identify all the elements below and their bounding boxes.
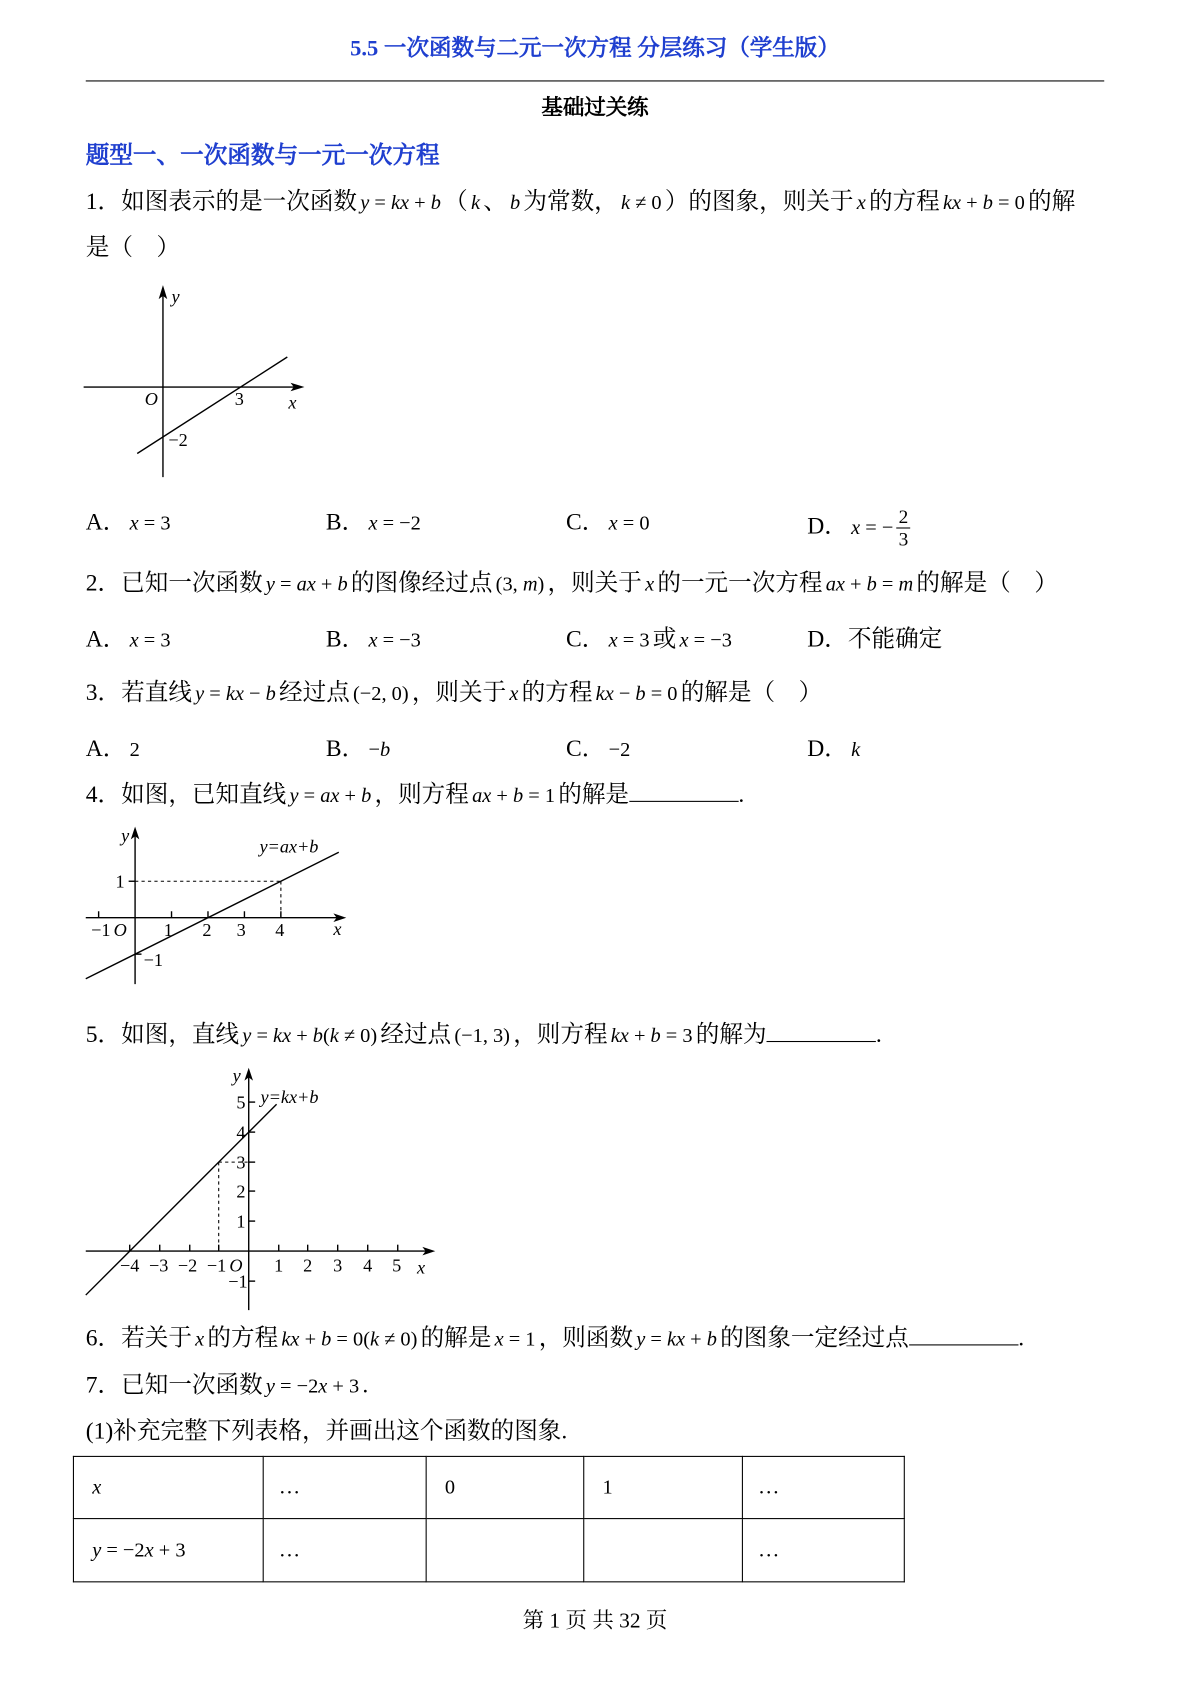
formula: (3, m) — [495, 573, 545, 597]
formula: y = kx + b — [636, 1328, 717, 1351]
formula: x — [509, 682, 519, 706]
question-text: ，则关于 — [547, 569, 642, 597]
option-d — [807, 623, 942, 655]
question-text: 、 — [483, 187, 507, 215]
question-text: 经过点 — [380, 1020, 452, 1048]
option-value: x = −2 — [368, 512, 421, 535]
y-tick-label: −1 — [228, 1271, 248, 1292]
option-label: D． — [807, 511, 848, 539]
question-text: 2．已知一次函数 — [85, 569, 263, 597]
formula: ax + b = m — [825, 573, 914, 597]
x-tick-label: 4 — [275, 919, 285, 940]
option-label: C． — [566, 508, 606, 535]
option-d — [807, 506, 910, 550]
formula: x — [195, 1328, 205, 1351]
option-label: C． — [566, 625, 606, 652]
y-axis-label: y — [171, 286, 180, 307]
page-title: 5.5 一次函数与二元一次方程 分层练习（学生版） — [350, 35, 840, 62]
fraction-numerator: 2 — [897, 506, 911, 529]
page-number: 第 1 页 共 32 页 — [522, 1609, 668, 1633]
origin-label: O — [113, 919, 127, 940]
question-text: 的图象一定经过点 — [720, 1324, 909, 1351]
x-tick-label: 1 — [274, 1255, 284, 1276]
question-text: 为常数， — [523, 187, 618, 215]
option-d — [807, 732, 863, 764]
question-stem — [86, 567, 1058, 599]
cell-value: y = −2x + 3 — [92, 1538, 186, 1562]
x-tick-label: −3 — [148, 1255, 169, 1276]
question-text: 3．若直线 — [85, 678, 192, 706]
option-a — [86, 732, 143, 764]
formula: y = kx + b(k ≠ 0) — [242, 1024, 378, 1048]
question-text: . — [738, 780, 745, 808]
question-text: 的图像经过点 — [350, 569, 493, 597]
question-text: 1．如图表示的是一次函数 — [85, 187, 358, 215]
question-text: 的解为 — [695, 1020, 767, 1048]
table-row — [73, 1456, 904, 1518]
formula: x = 1 — [494, 1328, 536, 1351]
fraction — [897, 506, 911, 550]
question-text: ，则函数 — [538, 1324, 634, 1351]
cell-value — [442, 1539, 448, 1562]
cell-value: … — [757, 1537, 780, 1562]
formula: kx + b = 0(k ≠ 0) — [281, 1328, 418, 1351]
line-label: y=ax+b — [259, 836, 319, 857]
option-c — [566, 506, 653, 538]
x-tick-label: 4 — [363, 1255, 373, 1276]
option-c — [566, 732, 633, 764]
y-tick-label: 1 — [236, 1211, 246, 1232]
table-cell — [426, 1519, 584, 1582]
table-cell — [742, 1519, 904, 1582]
option-value: x = 3 — [129, 629, 171, 652]
option-value: x = 0 — [608, 512, 650, 535]
table-cell — [73, 1519, 263, 1582]
option-label: D． — [807, 734, 848, 762]
answer-blank — [909, 1323, 1018, 1346]
x-tick-label: −4 — [120, 1255, 140, 1276]
question-stem — [86, 676, 822, 708]
x-tick-label: 5 — [392, 1255, 402, 1276]
x-tick-label: −1 — [206, 1255, 227, 1276]
question-text: 6．若关于 — [85, 1324, 192, 1351]
option-joiner: 或 — [652, 625, 677, 652]
option-a — [86, 506, 174, 538]
x-tick-label: 2 — [303, 1255, 313, 1276]
cell-value: … — [278, 1475, 301, 1499]
x-tick-label: 3 — [333, 1255, 343, 1276]
option-label: B． — [325, 734, 366, 762]
option-label: C． — [566, 734, 606, 762]
question-text: 的方程 — [207, 1324, 279, 1351]
function-line — [137, 357, 287, 453]
table-cell — [584, 1519, 743, 1582]
figure-1-graph — [75, 277, 316, 486]
section-title: 基础过关练 — [541, 96, 649, 121]
y-axis-label: y — [232, 1065, 241, 1086]
figure-5-graph — [75, 1061, 445, 1316]
question-text: 的解 — [1028, 187, 1076, 215]
option-label: A． — [85, 625, 127, 652]
x-tick-label: 2 — [202, 919, 212, 940]
option-text: 不能确定 — [847, 625, 943, 652]
figure-4-graph — [75, 820, 356, 992]
answer-blank — [629, 779, 738, 802]
question-text: ）的图象，则关于 — [664, 187, 854, 215]
question-stem-continued — [86, 232, 180, 264]
question-text: 的解是（ ） — [916, 569, 1058, 597]
formula: x — [645, 573, 655, 597]
formula: y = −2x + 3 — [265, 1375, 360, 1398]
question-stem — [86, 1369, 369, 1401]
option-label: D． — [807, 625, 848, 652]
question-text: . — [362, 1371, 369, 1398]
option-label: A． — [85, 734, 127, 762]
option-label: B． — [325, 508, 366, 535]
question-text: 的方程 — [868, 187, 940, 215]
y-tick-label: 1 — [115, 871, 125, 892]
question-stem — [86, 1322, 1024, 1354]
question-text: 5．如图，直线 — [85, 1020, 240, 1048]
table-cell — [584, 1456, 743, 1518]
sub-question-1: (1)补充完整下列表格，并画出这个函数的图象. — [85, 1417, 568, 1445]
option-b — [326, 623, 424, 655]
question-text: 的解是（ ） — [680, 678, 823, 706]
option-a — [86, 623, 174, 655]
x-tick-label: 1 — [163, 919, 173, 940]
formula: ax + b = 1 — [472, 784, 556, 808]
option-value: x = 3 — [608, 629, 650, 652]
option-value: −b — [368, 738, 391, 762]
cell-value: … — [757, 1475, 780, 1499]
question-text: ，则方程 — [374, 780, 469, 808]
y-intercept-label: −2 — [168, 429, 188, 450]
y-tick-label: 2 — [236, 1181, 246, 1202]
x-axis-label: x — [288, 392, 297, 413]
cell-value: x — [92, 1476, 102, 1499]
formula: (−1, 3) — [454, 1024, 510, 1048]
question-text: 4．如图，已知直线 — [85, 780, 287, 808]
formula: b — [510, 191, 521, 215]
origin-label: O — [229, 1255, 243, 1276]
fraction-denominator: 3 — [898, 528, 909, 550]
formula: k ≠ 0 — [620, 191, 662, 215]
formula: x — [856, 191, 866, 215]
x-tick-label: −1 — [91, 919, 111, 940]
x-intercept-label: 3 — [234, 389, 244, 410]
question-text: 7．已知一次函数 — [85, 1371, 263, 1398]
formula: y = ax + b — [265, 573, 348, 597]
option-value: k — [851, 738, 861, 762]
table-cell — [263, 1456, 426, 1518]
option-c — [566, 623, 735, 655]
table-cell — [73, 1456, 263, 1518]
x-tick-label: −2 — [177, 1255, 198, 1276]
option-value: x = 3 — [129, 512, 171, 535]
question-text: . — [1018, 1324, 1025, 1351]
cell-value — [599, 1539, 605, 1562]
question-text: 的解是 — [558, 780, 630, 808]
question-text: 的方程 — [521, 678, 593, 706]
question-text: 是（ ） — [85, 233, 181, 261]
option-value-2: x = −3 — [679, 629, 732, 652]
x-axis-label: x — [333, 918, 342, 939]
y-tick-label: −1 — [143, 949, 164, 970]
y-tick-label: 5 — [236, 1092, 246, 1113]
question-text: 的解是 — [420, 1324, 492, 1351]
origin-label: O — [144, 389, 158, 410]
formula: y = kx + b — [360, 191, 441, 215]
option-value: x = −3 — [368, 629, 421, 652]
question-text: 经过点 — [279, 678, 350, 706]
topic-heading: 题型一、一次函数与一元一次方程 — [85, 141, 440, 169]
question-text: （ — [444, 187, 468, 215]
cell-value: … — [278, 1537, 301, 1562]
formula: kx − b = 0 — [595, 682, 678, 706]
cell-value: 0 — [444, 1476, 456, 1499]
option-value: −2 — [608, 738, 631, 762]
option-value: 2 — [129, 738, 140, 762]
question-text: ，则关于 — [411, 678, 507, 706]
cell-value: 1 — [602, 1476, 613, 1499]
question-text: 的一元一次方程 — [657, 569, 823, 597]
x-axis-label: x — [417, 1257, 426, 1278]
formula: kx + b = 3 — [610, 1024, 693, 1048]
question-text: . — [875, 1020, 882, 1048]
formula: y = ax + b — [289, 784, 372, 808]
question-text: ，则方程 — [513, 1020, 608, 1048]
line-label: y=kx+b — [260, 1087, 319, 1108]
y-tick-label: 4 — [236, 1122, 246, 1143]
question-stem — [86, 778, 745, 810]
y-tick-label: 3 — [236, 1152, 246, 1173]
table-cell — [742, 1456, 904, 1518]
option-b — [326, 732, 393, 764]
y-axis-label: y — [121, 825, 130, 846]
value-table — [73, 1456, 905, 1583]
question-stem — [86, 1018, 882, 1050]
table-row — [73, 1519, 904, 1582]
answer-blank — [767, 1020, 876, 1043]
formula: (−2, 0) — [353, 682, 409, 706]
question-stem — [86, 185, 1075, 217]
option-label: A． — [85, 508, 127, 535]
option-b — [326, 506, 424, 538]
formula: kx + b = 0 — [942, 191, 1025, 215]
formula: k — [470, 191, 480, 215]
x-tick-label: 3 — [236, 919, 246, 940]
option-label: B． — [325, 625, 366, 652]
header-divider — [86, 80, 1104, 81]
table-cell — [426, 1456, 584, 1518]
table-cell — [263, 1519, 426, 1582]
formula: y = kx − b — [195, 682, 276, 706]
option-value: x = − — [851, 516, 894, 539]
